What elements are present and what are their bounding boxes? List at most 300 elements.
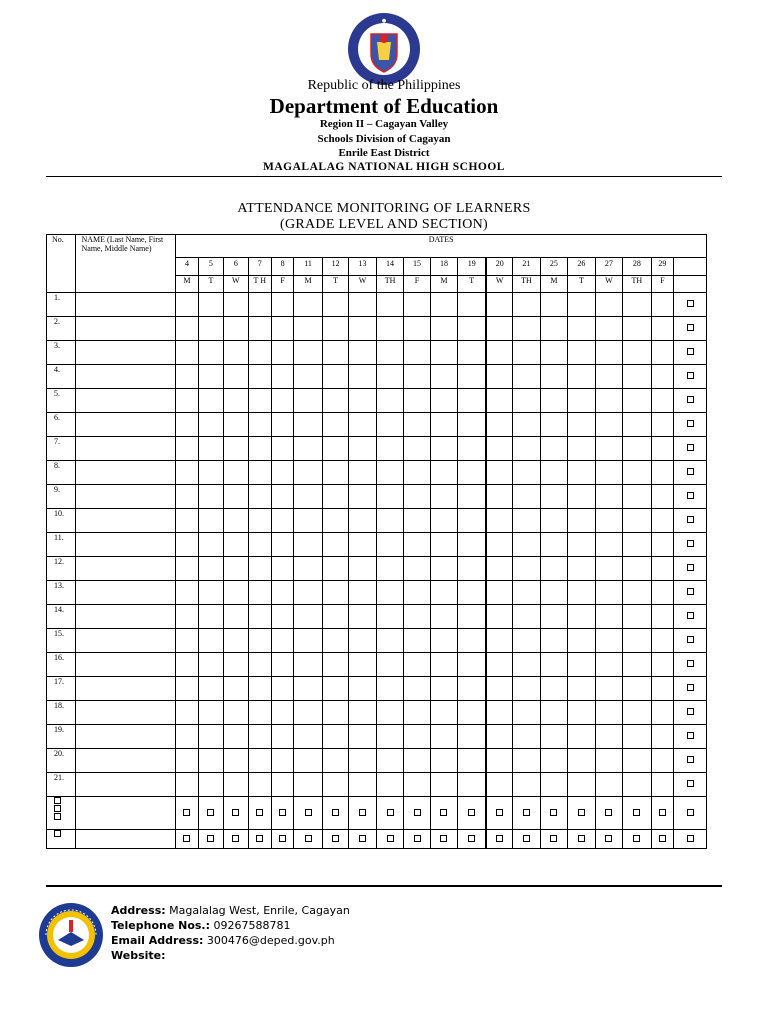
attendance-cell[interactable] [271,365,293,389]
attendance-cell[interactable] [198,749,223,773]
attendance-cell[interactable] [651,485,673,509]
attendance-cell[interactable] [198,557,223,581]
attendance-cell[interactable] [513,317,540,341]
attendance-cell[interactable] [224,653,248,677]
attendance-cell[interactable] [224,773,248,797]
attendance-cell[interactable] [294,749,323,773]
learner-name-cell[interactable] [75,485,176,509]
attendance-cell[interactable] [248,797,271,830]
attendance-cell[interactable] [430,461,457,485]
attendance-cell[interactable] [568,557,595,581]
attendance-cell[interactable] [198,725,223,749]
attendance-cell[interactable] [568,437,595,461]
attendance-cell[interactable] [623,461,652,485]
attendance-cell[interactable] [349,389,376,413]
attendance-cell[interactable] [486,557,512,581]
attendance-cell[interactable] [540,605,567,629]
attendance-cell[interactable] [486,629,512,653]
attendance-cell[interactable] [404,557,430,581]
attendance-cell[interactable] [404,485,430,509]
attendance-cell[interactable] [513,581,540,605]
attendance-cell[interactable] [486,677,512,701]
attendance-cell[interactable] [294,725,323,749]
learner-name-cell[interactable] [75,653,176,677]
attendance-cell[interactable] [224,485,248,509]
attendance-cell[interactable] [376,701,403,725]
attendance-cell[interactable] [458,557,487,581]
row-checkbox-cell[interactable] [674,749,707,773]
attendance-cell[interactable] [486,581,512,605]
attendance-cell[interactable] [513,773,540,797]
attendance-cell[interactable] [376,830,403,849]
attendance-cell[interactable] [513,797,540,830]
attendance-cell[interactable] [349,797,376,830]
row-checkbox-cell[interactable] [674,581,707,605]
attendance-cell[interactable] [458,773,487,797]
attendance-cell[interactable] [248,533,271,557]
attendance-cell[interactable] [198,677,223,701]
attendance-cell[interactable] [322,725,348,749]
attendance-cell[interactable] [176,461,198,485]
attendance-cell[interactable] [271,509,293,533]
attendance-cell[interactable] [376,629,403,653]
attendance-cell[interactable] [376,365,403,389]
attendance-cell[interactable] [248,725,271,749]
attendance-cell[interactable] [430,773,457,797]
attendance-cell[interactable] [595,533,622,557]
attendance-cell[interactable] [376,293,403,317]
attendance-cell[interactable] [322,365,348,389]
attendance-cell[interactable] [404,437,430,461]
attendance-cell[interactable] [595,557,622,581]
attendance-cell[interactable] [294,509,323,533]
attendance-cell[interactable] [458,629,487,653]
attendance-cell[interactable] [198,581,223,605]
learner-name-cell[interactable] [75,773,176,797]
attendance-cell[interactable] [458,797,487,830]
attendance-cell[interactable] [376,485,403,509]
attendance-cell[interactable] [271,581,293,605]
attendance-cell[interactable] [376,749,403,773]
row-checkbox-cell[interactable] [674,725,707,749]
attendance-cell[interactable] [198,365,223,389]
attendance-cell[interactable] [176,365,198,389]
attendance-cell[interactable] [271,389,293,413]
attendance-cell[interactable] [486,461,512,485]
attendance-cell[interactable] [651,677,673,701]
attendance-cell[interactable] [349,509,376,533]
row-checkbox-cell[interactable] [674,557,707,581]
attendance-cell[interactable] [568,317,595,341]
learner-name-cell[interactable] [75,317,176,341]
attendance-cell[interactable] [322,437,348,461]
attendance-cell[interactable] [376,797,403,830]
attendance-cell[interactable] [651,830,673,849]
attendance-cell[interactable] [486,605,512,629]
attendance-cell[interactable] [513,830,540,849]
attendance-cell[interactable] [486,485,512,509]
row-checkbox-cell[interactable] [674,677,707,701]
attendance-cell[interactable] [176,773,198,797]
attendance-cell[interactable] [248,605,271,629]
attendance-cell[interactable] [540,317,567,341]
attendance-cell[interactable] [176,437,198,461]
attendance-cell[interactable] [271,293,293,317]
attendance-cell[interactable] [376,773,403,797]
attendance-cell[interactable] [513,605,540,629]
attendance-cell[interactable] [458,461,487,485]
attendance-cell[interactable] [404,830,430,849]
attendance-cell[interactable] [513,653,540,677]
attendance-cell[interactable] [651,629,673,653]
attendance-cell[interactable] [540,725,567,749]
attendance-cell[interactable] [349,629,376,653]
attendance-cell[interactable] [294,413,323,437]
attendance-cell[interactable] [349,773,376,797]
attendance-cell[interactable] [198,605,223,629]
attendance-cell[interactable] [595,461,622,485]
attendance-cell[interactable] [322,485,348,509]
attendance-cell[interactable] [430,830,457,849]
attendance-cell[interactable] [540,773,567,797]
attendance-cell[interactable] [458,437,487,461]
attendance-cell[interactable] [271,557,293,581]
attendance-cell[interactable] [651,773,673,797]
attendance-cell[interactable] [294,830,323,849]
attendance-cell[interactable] [349,605,376,629]
attendance-cell[interactable] [595,725,622,749]
row-checkbox-cell[interactable] [674,533,707,557]
attendance-cell[interactable] [376,413,403,437]
attendance-cell[interactable] [349,365,376,389]
attendance-cell[interactable] [176,389,198,413]
attendance-cell[interactable] [404,293,430,317]
attendance-cell[interactable] [540,830,567,849]
row-checkbox-cell[interactable] [674,341,707,365]
attendance-cell[interactable] [376,581,403,605]
row-checkbox-cell[interactable] [674,365,707,389]
attendance-cell[interactable] [271,413,293,437]
attendance-cell[interactable] [198,701,223,725]
attendance-cell[interactable] [349,581,376,605]
attendance-cell[interactable] [224,749,248,773]
attendance-cell[interactable] [486,773,512,797]
attendance-cell[interactable] [623,653,652,677]
attendance-cell[interactable] [486,830,512,849]
attendance-cell[interactable] [458,533,487,557]
learner-name-cell[interactable] [75,701,176,725]
attendance-cell[interactable] [198,413,223,437]
attendance-cell[interactable] [595,605,622,629]
attendance-cell[interactable] [486,509,512,533]
attendance-cell[interactable] [376,341,403,365]
attendance-cell[interactable] [224,557,248,581]
attendance-cell[interactable] [322,773,348,797]
attendance-cell[interactable] [224,317,248,341]
attendance-cell[interactable] [568,677,595,701]
attendance-cell[interactable] [404,461,430,485]
attendance-cell[interactable] [513,533,540,557]
attendance-cell[interactable] [595,797,622,830]
attendance-cell[interactable] [198,437,223,461]
attendance-cell[interactable] [568,725,595,749]
attendance-cell[interactable] [376,389,403,413]
attendance-cell[interactable] [458,749,487,773]
attendance-cell[interactable] [486,293,512,317]
attendance-cell[interactable] [198,773,223,797]
attendance-cell[interactable] [198,461,223,485]
attendance-cell[interactable] [404,533,430,557]
attendance-cell[interactable] [248,317,271,341]
attendance-cell[interactable] [458,389,487,413]
attendance-cell[interactable] [176,701,198,725]
attendance-cell[interactable] [458,653,487,677]
row-checkbox-cell[interactable] [674,605,707,629]
attendance-cell[interactable] [248,557,271,581]
attendance-cell[interactable] [198,629,223,653]
attendance-cell[interactable] [540,389,567,413]
attendance-cell[interactable] [376,461,403,485]
attendance-cell[interactable] [294,581,323,605]
attendance-cell[interactable] [430,749,457,773]
attendance-cell[interactable] [198,317,223,341]
attendance-cell[interactable] [294,701,323,725]
attendance-cell[interactable] [322,461,348,485]
attendance-cell[interactable] [595,701,622,725]
attendance-cell[interactable] [595,677,622,701]
attendance-cell[interactable] [540,365,567,389]
attendance-cell[interactable] [271,653,293,677]
attendance-cell[interactable] [568,629,595,653]
attendance-cell[interactable] [198,293,223,317]
attendance-cell[interactable] [404,317,430,341]
attendance-cell[interactable] [198,485,223,509]
attendance-cell[interactable] [376,653,403,677]
attendance-cell[interactable] [349,437,376,461]
attendance-cell[interactable] [651,581,673,605]
attendance-cell[interactable] [540,677,567,701]
attendance-cell[interactable] [568,413,595,437]
attendance-cell[interactable] [322,629,348,653]
attendance-cell[interactable] [248,749,271,773]
attendance-cell[interactable] [224,461,248,485]
attendance-cell[interactable] [623,389,652,413]
attendance-cell[interactable] [595,317,622,341]
attendance-cell[interactable] [568,485,595,509]
attendance-cell[interactable] [248,830,271,849]
attendance-cell[interactable] [271,533,293,557]
learner-name-cell[interactable] [75,461,176,485]
attendance-cell[interactable] [271,317,293,341]
attendance-cell[interactable] [651,341,673,365]
attendance-cell[interactable] [568,701,595,725]
attendance-cell[interactable] [623,629,652,653]
attendance-cell[interactable] [513,629,540,653]
attendance-cell[interactable] [294,365,323,389]
attendance-cell[interactable] [271,629,293,653]
attendance-cell[interactable] [176,509,198,533]
attendance-cell[interactable] [271,341,293,365]
attendance-cell[interactable] [595,509,622,533]
attendance-cell[interactable] [176,653,198,677]
row-checkbox-cell[interactable] [674,293,707,317]
attendance-cell[interactable] [513,509,540,533]
attendance-cell[interactable] [322,581,348,605]
attendance-cell[interactable] [376,725,403,749]
attendance-cell[interactable] [458,485,487,509]
attendance-cell[interactable] [198,389,223,413]
attendance-cell[interactable] [486,437,512,461]
attendance-cell[interactable] [294,773,323,797]
attendance-cell[interactable] [623,830,652,849]
attendance-cell[interactable] [294,341,323,365]
attendance-cell[interactable] [271,749,293,773]
attendance-cell[interactable] [248,413,271,437]
attendance-cell[interactable] [271,605,293,629]
attendance-cell[interactable] [486,317,512,341]
attendance-cell[interactable] [513,485,540,509]
attendance-cell[interactable] [404,413,430,437]
attendance-cell[interactable] [322,509,348,533]
attendance-cell[interactable] [595,389,622,413]
row-checkbox-cell[interactable] [674,629,707,653]
attendance-cell[interactable] [458,509,487,533]
attendance-cell[interactable] [294,485,323,509]
learner-name-cell[interactable] [75,293,176,317]
attendance-cell[interactable] [349,653,376,677]
attendance-cell[interactable] [198,830,223,849]
attendance-cell[interactable] [271,701,293,725]
attendance-cell[interactable] [376,509,403,533]
attendance-cell[interactable] [540,653,567,677]
attendance-cell[interactable] [568,581,595,605]
attendance-cell[interactable] [540,293,567,317]
attendance-cell[interactable] [568,509,595,533]
row-checkbox-cell[interactable] [674,773,707,797]
attendance-cell[interactable] [458,605,487,629]
learner-name-cell[interactable] [75,725,176,749]
attendance-cell[interactable] [430,485,457,509]
attendance-cell[interactable] [224,365,248,389]
attendance-cell[interactable] [486,701,512,725]
attendance-cell[interactable] [540,413,567,437]
attendance-cell[interactable] [458,413,487,437]
attendance-cell[interactable] [176,677,198,701]
attendance-cell[interactable] [248,581,271,605]
learner-name-cell[interactable] [75,533,176,557]
attendance-cell[interactable] [430,341,457,365]
attendance-cell[interactable] [349,557,376,581]
attendance-cell[interactable] [540,557,567,581]
attendance-cell[interactable] [248,509,271,533]
attendance-cell[interactable] [322,293,348,317]
attendance-cell[interactable] [623,701,652,725]
attendance-cell[interactable] [248,461,271,485]
attendance-cell[interactable] [430,533,457,557]
attendance-cell[interactable] [271,677,293,701]
attendance-cell[interactable] [674,797,707,830]
attendance-cell[interactable] [623,749,652,773]
attendance-cell[interactable] [568,605,595,629]
attendance-cell[interactable] [651,317,673,341]
attendance-cell[interactable] [540,437,567,461]
attendance-cell[interactable] [623,365,652,389]
attendance-cell[interactable] [595,485,622,509]
attendance-cell[interactable] [623,437,652,461]
attendance-cell[interactable] [486,749,512,773]
attendance-cell[interactable] [651,725,673,749]
attendance-cell[interactable] [176,485,198,509]
attendance-cell[interactable] [224,437,248,461]
attendance-cell[interactable] [623,293,652,317]
attendance-cell[interactable] [651,653,673,677]
attendance-cell[interactable] [568,461,595,485]
learner-name-cell[interactable] [75,557,176,581]
attendance-cell[interactable] [248,341,271,365]
attendance-cell[interactable] [176,317,198,341]
attendance-cell[interactable] [349,533,376,557]
attendance-cell[interactable] [430,629,457,653]
attendance-cell[interactable] [623,485,652,509]
attendance-cell[interactable] [224,533,248,557]
attendance-cell[interactable] [376,317,403,341]
attendance-cell[interactable] [651,533,673,557]
attendance-cell[interactable] [271,461,293,485]
attendance-cell[interactable] [271,830,293,849]
learner-name-cell[interactable] [75,581,176,605]
attendance-cell[interactable] [294,293,323,317]
attendance-cell[interactable] [322,749,348,773]
attendance-cell[interactable] [430,725,457,749]
attendance-cell[interactable] [623,509,652,533]
attendance-cell[interactable] [540,701,567,725]
attendance-cell[interactable] [430,557,457,581]
attendance-cell[interactable] [568,653,595,677]
attendance-cell[interactable] [430,653,457,677]
attendance-cell[interactable] [404,581,430,605]
attendance-cell[interactable] [271,773,293,797]
attendance-cell[interactable] [651,749,673,773]
attendance-cell[interactable] [458,365,487,389]
row-checkbox-cell[interactable] [674,437,707,461]
learner-name-cell[interactable] [75,413,176,437]
attendance-cell[interactable] [322,389,348,413]
row-checkbox-cell[interactable] [674,461,707,485]
attendance-cell[interactable] [322,677,348,701]
attendance-cell[interactable] [595,413,622,437]
attendance-cell[interactable] [540,485,567,509]
attendance-cell[interactable] [294,677,323,701]
attendance-cell[interactable] [623,725,652,749]
attendance-cell[interactable] [430,413,457,437]
attendance-cell[interactable] [486,389,512,413]
attendance-cell[interactable] [430,437,457,461]
attendance-cell[interactable] [458,677,487,701]
attendance-cell[interactable] [623,773,652,797]
attendance-cell[interactable] [430,509,457,533]
attendance-cell[interactable] [322,557,348,581]
attendance-cell[interactable] [651,461,673,485]
attendance-cell[interactable] [404,725,430,749]
attendance-cell[interactable] [224,605,248,629]
attendance-cell[interactable] [349,413,376,437]
attendance-cell[interactable] [513,749,540,773]
attendance-cell[interactable] [176,749,198,773]
attendance-cell[interactable] [271,797,293,830]
attendance-cell[interactable] [540,629,567,653]
attendance-cell[interactable] [322,413,348,437]
attendance-cell[interactable] [404,365,430,389]
